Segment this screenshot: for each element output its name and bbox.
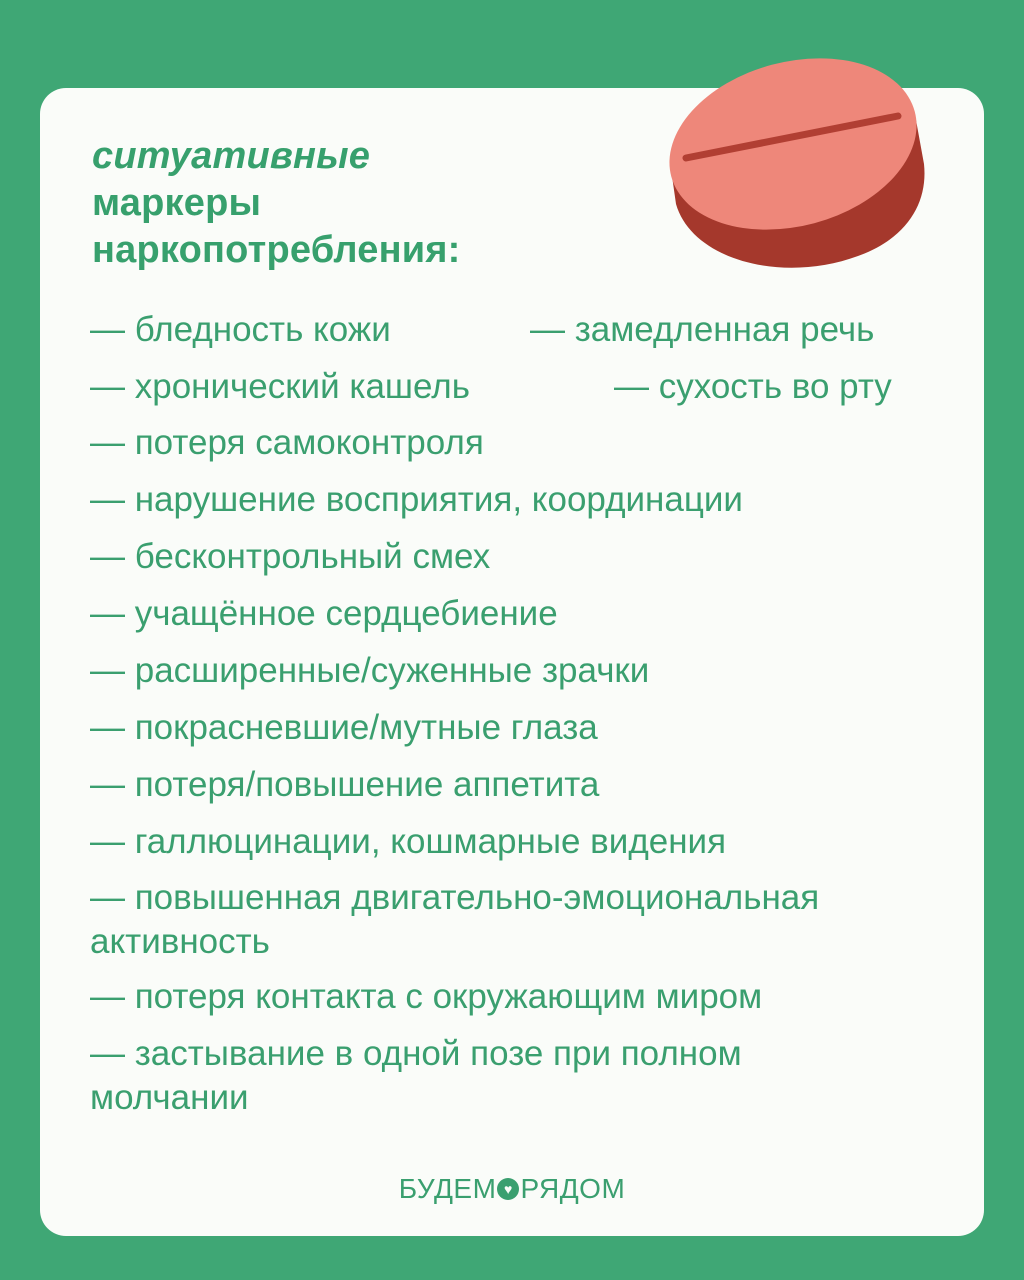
marker-item: — расширенные/суженные зрачки [90,651,650,690]
marker-item: — галлюцинации, кошмарные видения [90,822,727,861]
page-title [92,133,461,274]
marker-item: — покрасневшие/мутные глаза [90,708,598,747]
heart-icon [497,1178,519,1200]
marker-item: — потеря самоконтроля [90,423,484,462]
marker-item: — замедленная речь [530,310,875,349]
marker-item: — потеря/повышение аппетита [90,765,600,804]
marker-item: — сухость во рту [614,367,892,406]
title-accent: ситуативные [92,135,371,177]
marker-item: — потеря контакта с окружающим миром [90,977,763,1016]
title-line-3: наркопотребления: [92,229,461,271]
marker-item: — бесконтрольный смех [90,537,491,576]
marker-item: — хронический кашель [90,367,470,406]
marker-item: — застывание в одной позе при полном молчании [90,1034,742,1117]
marker-item: — учащённое сердцебиение [90,594,558,633]
brand-right: РЯДОМ [520,1173,626,1204]
title-line-2: маркеры [92,182,262,224]
marker-item: — нарушение восприятия, координации [90,480,743,519]
brand-left: БУДЕМ [398,1173,497,1204]
brand-logo [0,1172,1024,1206]
marker-item: — бледность кожи [90,310,391,349]
marker-item: — повышенная двигательно-эмоциональная активность [90,878,820,961]
pill-tablet-icon [662,34,932,284]
